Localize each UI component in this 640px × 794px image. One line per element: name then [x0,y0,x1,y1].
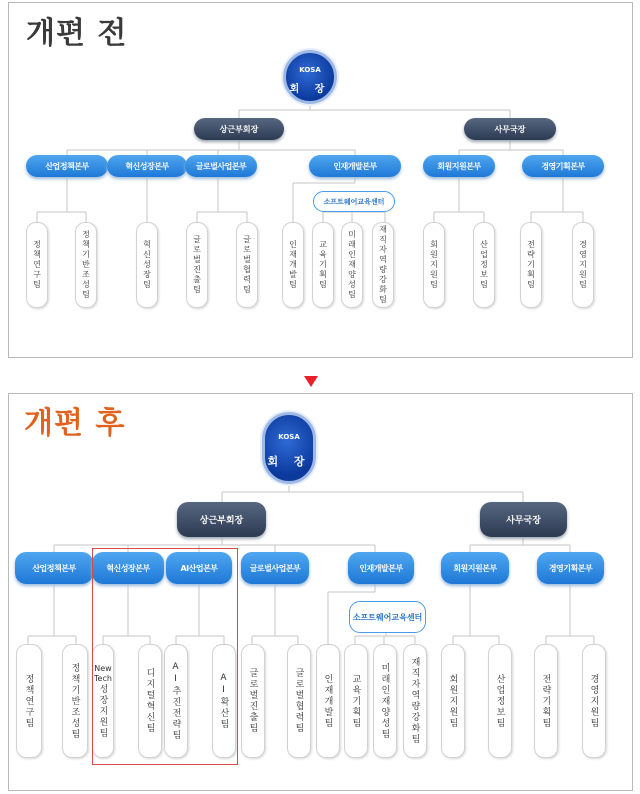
before-team: 글로벌협력팀 [236,222,258,308]
before-team: 혁신성장팀 [136,222,158,308]
before-team: 교육기획팀 [312,222,334,308]
after-division: 산업정책본부 [15,552,93,584]
kosa-logo: KOSA [278,433,300,441]
before-title: 개편 전 [26,16,128,51]
before-team: 회원지원팀 [423,222,445,308]
before-team: 글로벌진출팀 [186,222,208,308]
after-team: 글로벌진출팀 [241,644,265,758]
before-team: 인재개발팀 [282,222,304,308]
after-vice-chairman: 상근부회장 [177,502,266,537]
after-division: 인재개발본부 [348,552,414,584]
after-team: 회원지원팀 [441,644,465,758]
after-division: 혁신성장본부 [92,552,164,584]
before-division: 산업정책본부 [26,155,108,177]
after-sw-center: 소프트웨어교육센터 [349,601,426,633]
after-division: AI산업본부 [166,552,232,584]
before-team: 전략기획팀 [520,222,542,308]
after-team: 경영지원팀 [582,644,606,758]
after-secretary-general: 사무국장 [480,502,567,537]
after-team: 글로벌협력팀 [287,644,311,758]
after-title: 개편 후 [24,406,126,441]
before-team: 경영지원팀 [572,222,594,308]
after-team: AI확산팀 [212,644,236,758]
after-team: 정책연구팀 [16,644,42,758]
before-division: 인재개발본부 [309,155,401,177]
before-division: 혁신성장본부 [107,155,187,177]
after-team: 디지털혁신팀 [138,644,162,758]
after-team: 재직자역량강화팀 [403,644,427,758]
before-sw-center: 소프트웨어교육센터 [313,191,395,212]
after-team: 교육기획팀 [344,644,368,758]
after-division: 경영기획본부 [537,552,604,584]
after-team: 인재개발팀 [316,644,340,758]
before-division: 회원지원본부 [423,155,495,177]
after-team: 정책기반조성팀 [62,644,88,758]
before-secretary-general: 사무국장 [464,118,556,140]
before-division: 글로벌사업본부 [185,155,257,177]
after-president-label: 회 장 [267,455,311,468]
after-president-node [262,412,316,484]
after-team: 미래인재양성팀 [373,644,397,758]
kosa-logo: KOSA [299,66,321,74]
new-divisions-highlight [92,548,238,765]
after-division: 회원지원본부 [441,552,509,584]
after-team: 전략기획팀 [534,644,558,758]
after-team: AI추진전략팀 [164,644,188,758]
before-president-label: 회 장 [289,84,331,95]
after-team: 산업정보팀 [488,644,512,758]
before-team: 정책연구팀 [26,222,48,308]
before-team: 산업정보팀 [473,222,495,308]
before-team: 미래인재양성팀 [341,222,363,308]
before-team: 정책기반조성팀 [75,222,97,308]
after-team-newtech: New Tech 성장지원팀 [92,644,114,758]
before-vice-chairman: 상근부회장 [194,118,284,140]
before-team: 재직자역량강화팀 [372,222,394,308]
after-division: 글로벌사업본부 [241,552,309,584]
before-division: 경영기획본부 [522,155,604,177]
